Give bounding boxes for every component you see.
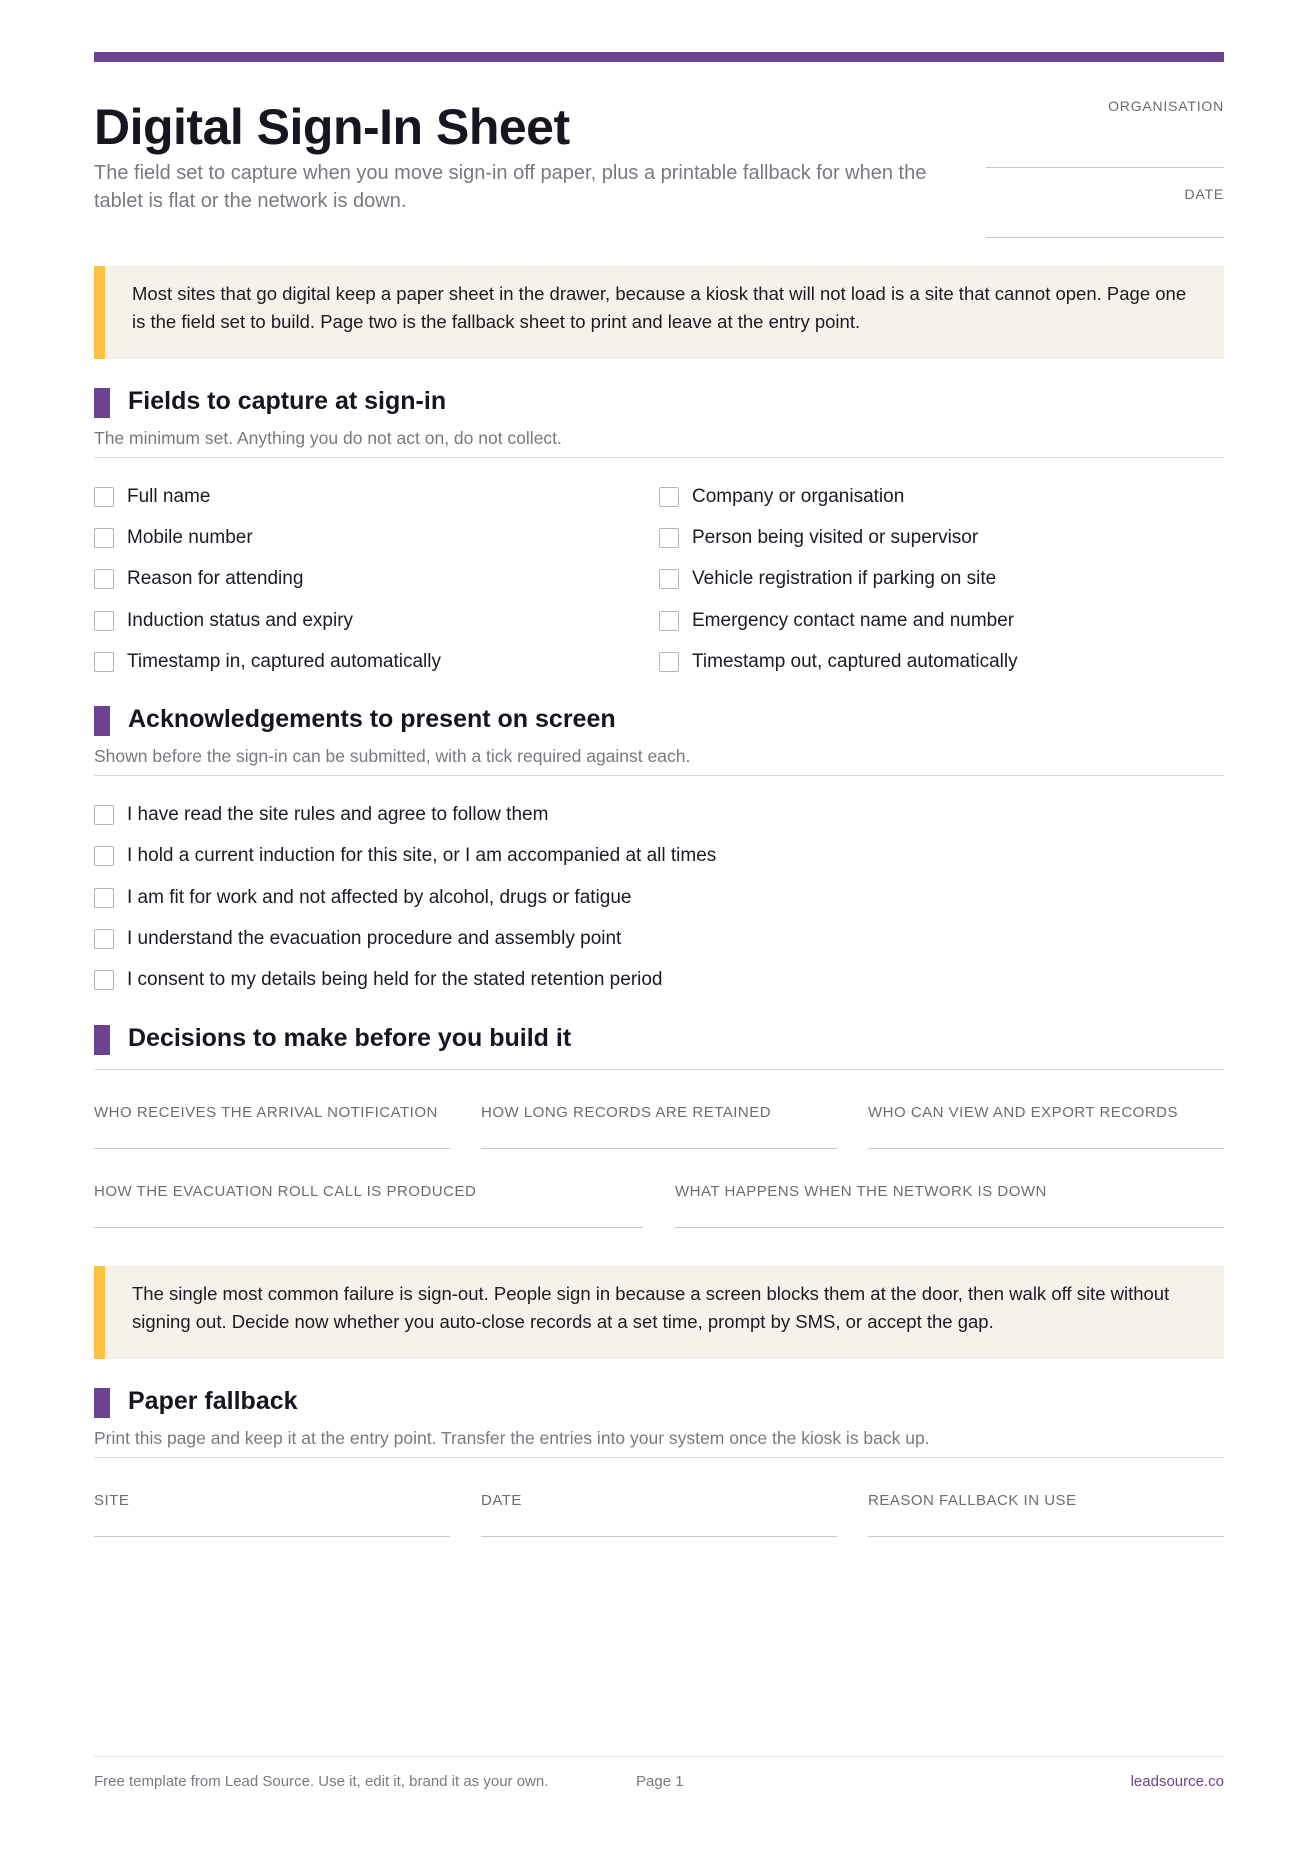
section-marker (94, 1388, 110, 1418)
site-field[interactable] (94, 1458, 450, 1537)
decision-field[interactable] (94, 1070, 450, 1149)
page-footer (94, 1756, 1224, 1799)
checklist-item[interactable] (94, 476, 659, 517)
ack-checklist (94, 794, 1224, 1000)
fields-column-left (94, 476, 659, 682)
page-subtitle: The field set to capture when you move sign-in off paper, plus a printable fallback for when the tablet is flat or the network is down. (94, 162, 927, 212)
checkbox[interactable] (659, 487, 679, 507)
checklist-item[interactable] (659, 600, 1224, 641)
checklist-item[interactable] (94, 517, 659, 558)
date-label: DATE (1184, 186, 1224, 202)
checklist-label: Mobile number (127, 526, 253, 548)
checklist-label: Timestamp in, captured automatically (127, 650, 441, 672)
checklist-label: Timestamp out, captured automatically (692, 650, 1018, 672)
section-marker (94, 1025, 110, 1055)
checklist-item[interactable] (659, 641, 1224, 682)
decision-field[interactable] (868, 1070, 1224, 1149)
decisions-heading: Decisions to make before you build it (128, 1023, 572, 1052)
date-field[interactable] (986, 168, 1224, 238)
fallback-section-heading (94, 1386, 1224, 1420)
fallback-fields (94, 1458, 1224, 1537)
checkbox[interactable] (94, 569, 114, 589)
checkbox[interactable] (94, 805, 114, 825)
ack-label: I understand the evacuation procedure and assembly point (127, 928, 622, 950)
checkbox[interactable] (94, 970, 114, 990)
page (94, 52, 1224, 1537)
checkbox[interactable] (659, 652, 679, 672)
ack-item[interactable] (94, 877, 1224, 918)
field-label: WHO CAN VIEW AND EXPORT RECORDS (868, 1103, 1178, 1121)
checkbox[interactable] (94, 652, 114, 672)
checklist-label: Company or organisation (692, 485, 905, 507)
checkbox[interactable] (94, 846, 114, 866)
fields-column-right (659, 476, 1224, 682)
field-label: WHAT HAPPENS WHEN THE NETWORK IS DOWN (675, 1182, 1047, 1200)
fallback-reason-field[interactable] (868, 1458, 1224, 1537)
fallback-subheading: Print this page and keep it at the entry point. Transfer the entries into your system once the kiosk is back up. (94, 1428, 1224, 1458)
checklist-label: Vehicle registration if parking on site (692, 568, 997, 590)
checklist-item[interactable] (659, 559, 1224, 600)
checklist-item[interactable] (94, 559, 659, 600)
checkbox[interactable] (94, 888, 114, 908)
ack-heading: Acknowledgements to present on screen (128, 705, 616, 734)
organisation-field[interactable] (986, 98, 1224, 168)
decision-field[interactable] (675, 1149, 1224, 1228)
organisation-label: ORGANISATION (1108, 98, 1224, 114)
decisions-row-1 (94, 1070, 1224, 1149)
field-label: HOW LONG RECORDS ARE RETAINED (481, 1103, 772, 1121)
fallback-heading: Paper fallback (128, 1386, 298, 1415)
field-label: SITE (94, 1491, 130, 1509)
document-header (94, 62, 1224, 244)
field-label: REASON FALLBACK IN USE (868, 1491, 1077, 1509)
checklist-item[interactable] (659, 517, 1224, 558)
checklist-item[interactable] (659, 476, 1224, 517)
checkbox[interactable] (94, 528, 114, 548)
page-title: Digital Sign-In Sheet (94, 99, 570, 155)
fields-checklist (94, 476, 1224, 682)
page-number: Page 1 (636, 1773, 684, 1790)
fallback-date-field[interactable] (481, 1458, 837, 1537)
ack-label: I am fit for work and not affected by alcohol, drugs or fatigue (127, 886, 632, 908)
ack-label: I have read the site rules and agree to follow them (127, 804, 549, 826)
signout-callout: The single most common failure is sign-out. People sign in because a screen blocks them at the door, then walk off site without signing out. Decide now whether you auto-close records at a set time, prompt by SMS, or accept the gap. (94, 1266, 1224, 1359)
decision-field[interactable] (481, 1070, 837, 1149)
checklist-label: Person being visited or supervisor (692, 526, 979, 548)
checkbox[interactable] (659, 528, 679, 548)
footer-note: Free template from Lead Source. Use it, edit it, brand it as your own. (94, 1773, 549, 1790)
decisions-section-heading (94, 1023, 1224, 1057)
field-label: DATE (481, 1491, 522, 1509)
checklist-label: Emergency contact name and number (692, 609, 1015, 631)
footer-link[interactable]: leadsource.co (1130, 1773, 1224, 1790)
ack-label: I consent to my details being held for the stated retention period (127, 969, 663, 991)
fields-section-heading (94, 386, 1224, 420)
section-divider (94, 1057, 1224, 1070)
top-accent-bar (94, 52, 1224, 62)
checkbox[interactable] (94, 487, 114, 507)
checklist-item[interactable] (94, 641, 659, 682)
ack-subheading: Shown before the sign-in can be submitted, with a tick required against each. (94, 746, 1224, 776)
checklist-label: Full name (127, 485, 211, 507)
meta-fields (986, 98, 1224, 238)
ack-item[interactable] (94, 836, 1224, 877)
intro-callout: Most sites that go digital keep a paper sheet in the drawer, because a kiosk that will not load is a site that cannot open. Page one is the field set to build. Page two is the fallback sheet to print and leave at the entry point. (94, 266, 1224, 359)
fields-heading: Fields to capture at sign-in (128, 387, 447, 415)
ack-label: I hold a current induction for this site, or I am accompanied at all times (127, 845, 717, 867)
checklist-item[interactable] (94, 600, 659, 641)
decision-field[interactable] (94, 1149, 643, 1228)
decisions-row-2 (94, 1149, 1224, 1228)
checkbox[interactable] (659, 569, 679, 589)
fields-subheading: The minimum set. Anything you do not act on, do not collect. (94, 428, 1224, 458)
field-label: WHO RECEIVES THE ARRIVAL NOTIFICATION (94, 1103, 438, 1121)
ack-section-heading (94, 704, 1224, 738)
ack-item[interactable] (94, 960, 1224, 1001)
ack-item[interactable] (94, 918, 1224, 959)
section-marker (94, 388, 110, 418)
field-label: HOW THE EVACUATION ROLL CALL IS PRODUCED (94, 1182, 477, 1200)
section-marker (94, 706, 110, 736)
checklist-label: Reason for attending (127, 568, 304, 590)
checkbox[interactable] (659, 611, 679, 631)
ack-item[interactable] (94, 794, 1224, 835)
checklist-label: Induction status and expiry (127, 609, 354, 631)
checkbox[interactable] (94, 611, 114, 631)
checkbox[interactable] (94, 929, 114, 949)
